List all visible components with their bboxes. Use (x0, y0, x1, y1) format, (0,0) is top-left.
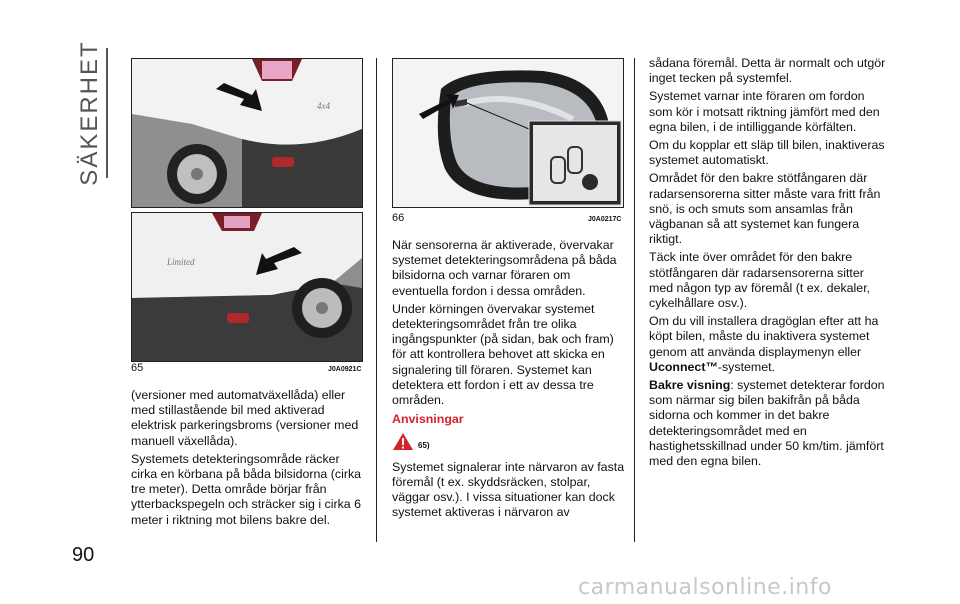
svg-text:Limited: Limited (167, 257, 195, 267)
paragraph-uconnect: Om du vill installera dragöglan efter att ha köpt bilen, måste du inaktivera systemet genom att använda displaymenyn eller Uconnect™-systemet. (649, 314, 879, 374)
column-2-text (392, 238, 628, 523)
paragraph: Under körningen övervakar systemet detekteringsområdet från tre olika ingångspunkter (på sidan, bak och fram) för att kontrollera behovet att skicka en signalering till föraren. Systemet kan detektera ett fordon i ett av dessa tre områden. (392, 301, 614, 408)
paragraph: Om du kopplar ett släp till bilen, inaktiveras systemet automatiskt. (649, 138, 885, 168)
warning-reference[interactable] (392, 432, 628, 453)
paragraph: sådana föremål. Detta är normalt och utgör inget tecken på systemfel. (649, 56, 886, 86)
figure-66-number: 66 (392, 212, 405, 224)
figure-65-bottom-image (131, 212, 363, 362)
section-rule (106, 48, 108, 178)
warnings-heading: Anvisningar (392, 412, 464, 427)
column-separator-2 (634, 58, 635, 542)
paragraph: När sensorerna är aktiverade, övervakar systemet detekteringsområdena på båda bilsidorna och varnar föraren om eventuella fordon i dessa områden. (392, 238, 617, 298)
column-1-text (131, 388, 365, 531)
paragraph: Området för den bakre stötfångaren där radarsensorerna sitter måste vara fritt från snö, is och smuts som ansamlas från vägbanan så att systemet kan fungera riktigt. (649, 171, 881, 247)
paragraph: Täck inte över området för den bakre stötfångaren där radarsensorerna sitter med någon typ av föremål (t ex. dekaler, cykelhållare osv.). (649, 250, 871, 311)
figure-65-top-image (131, 58, 363, 208)
column-3-text (649, 56, 887, 472)
paragraph: Systemet varnar inte föraren om fordon som kör i motsatt riktning jämfört med den egna bilen, i de intilliggande körfälten. (649, 89, 880, 134)
paragraph-rear-view: Bakre visning: systemet detekterar fordon som närmar sig bilen bakifrån på båda sidorna och kommer in det bakre detekteringsområdet med en hastighetsskillnad under 50 km/tim. jämfört med den egna bilen. (649, 378, 885, 469)
figure-65-code: J0A0921C (328, 366, 362, 373)
uconnect-term: Uconnect™ (649, 359, 718, 374)
column-separator-1 (376, 58, 377, 542)
rear-view-term: Bakre visning (649, 378, 731, 393)
page-number: 90 (72, 544, 95, 566)
svg-text:4x4: 4x4 (317, 101, 330, 111)
paragraph: Systemet signalerar inte närvaron av fasta föremål (t ex. skyddsräcken, stolpar, väggar osv.). I vissa situationer kan dock systemet aktiveras i närvaron av (392, 459, 625, 520)
watermark: carmanualsonline.info (578, 575, 832, 600)
paragraph: Systemets detekteringsområde räcker cirka en körbana på båda bilsidorna (cirka tre meter). Detta område börjar från ytterbackspegeln och sträcker sig i cirka 6 meter i riktning mot bilens bakre del. (131, 451, 362, 527)
paragraph: (versioner med automatväxellåda) eller med stillastående bil med aktiverad elektrisk parkeringsbroms (versioner med manuell växellåda). (131, 388, 359, 448)
section-title: SÄKERHET (76, 40, 103, 186)
figure-66-code: J0A0217C (588, 216, 622, 223)
figure-66-image (392, 58, 624, 208)
warning-triangle-icon (392, 432, 414, 451)
warning-ref-number: 65) (418, 441, 430, 451)
figure-65-number: 65 (131, 362, 144, 374)
